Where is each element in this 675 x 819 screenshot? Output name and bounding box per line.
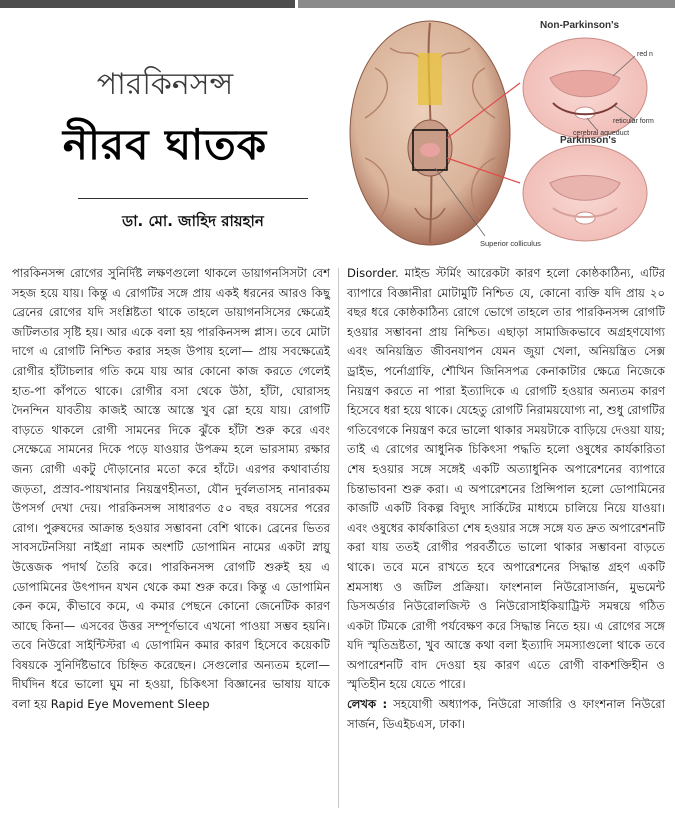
- writer-info: সহযোগী অধ্যাপক, নিউরো সার্জারি ও ফাংশনাল নিউরো সার্জন, ডিএইচএস, ঢাকা।: [347, 697, 666, 731]
- header-divider: [78, 198, 308, 199]
- label-cerebral-aqueduct: cerebral aqueduct: [573, 130, 630, 137]
- article-paragraph: পারকিনসন্স রোগের সুনির্দিষ্ট লক্ষণগুলো থাকলে ডায়াগনসিসটা বেশ সহজ হয়ে যায়। কিন্তু এ রোগটির সঙ্গে প্রায় একই ধরনের আরও কিছু ব্রেনের রোগের যদি সংশ্লিষ্টতা থাকে তাহলে ডায়াগনসিসের ক্ষেত্রেই জটিলতার সৃষ্টি হয়। আর একে বলা হয় পারকিনসন্স প্লাস। তবে মোটা দাগে এ রোগটি নিশ্চিত করার সহজ উপায় হলো— প্রায় সবক্ষেত্রেই রোগীর হাঁটাচলার গতি কমে যায় আর কোনো কাজ করতে গেলেই হাত-পা কাঁপতে থাকে। রোগীর বসা থেকে উঠা, হাঁটা, ঘোরাসহ দৈনন্দিন যাবতীয় কাজই আস্তে আস্তে খুব স্লো হয়ে যায়। রোগটি বাড়তে থাকলে রোগী সামনের দিকে ঝুঁকে হাঁটা শুরু করে এবং সেক্ষেত্রে সামনের দিকে পড়ে যাওয়ার উপক্রম হলে ভারসাম্য রক্ষার জন্য রোগী একটু দৌড়ানোর মতো করে হাঁটে। এরপর কথাবার্তায় জড়তা, প্রস্রাব-পায়খানার নিয়ন্ত্রণহীনতা, যৌন দুর্বলতাসহ নানারকম উপসর্গ দেখা দেয়। পারকিনসন্স সাধারণত ৫০ বছর বয়সের পরের রোগ। পুরুষদের আক্রান্ত হওয়ার সম্ভাবনা বেশি থাকে। ব্রেনের ভিতর সাবসটেনসিয়া নাইগ্রা নামক অংশটি ডোপামিন নামের একটা স্নায়ু উত্তেজক পদার্থ তৈরি করে। পারকিনসন্স রোগটি শুরুই হয় এ ডোপামিনের উৎপাদন যখন থেকে কমা শুরু করে। কিন্তু এ ডোপামিন কেন কমে, কীভাবে কমে, এ কমার পেছনে কোনো জেনেটিক কারণ আছে কিনা— এসবের উত্তর সম্পূর্ণভাবে এখনো পাওয়া সম্ভব হয়নি। তবে নিউরো সাইন্টিস্টরা এ ডোপামিন কমার কারণ হিসেবে কয়েকটি বিষয়কে সুনির্দিষ্টভাবে চিহ্নিত করেছেন। সেগুলোর অন্যতম হলো— দীর্ঘদিন ধরে ভালো ঘুম না হওয়া, চিকিৎসা বিজ্ঞানের ভাষায় যাকে বলা হয় Rapid Eye Movement Sleep: [12, 266, 330, 712]
- article-kicker: পারকিনসন্স: [96, 67, 234, 102]
- brain-base-view: [350, 21, 510, 245]
- writer-label: লেখক :: [347, 697, 388, 712]
- top-rule-right: [298, 0, 675, 8]
- label-superior-colliculus: Superior colliculus: [480, 239, 541, 248]
- label-parkinsons: Parkinson's: [560, 135, 617, 146]
- parkinsons-section: [523, 145, 647, 241]
- article-header: [0, 8, 330, 258]
- label-red-nucleus: red n: [637, 51, 653, 58]
- label-reticular-formation: reticular form: [613, 118, 654, 125]
- article-headline: নীরব ঘাতক: [62, 120, 268, 169]
- column-divider: [338, 268, 339, 808]
- brain-diagram: [335, 8, 675, 258]
- article-column-left: [12, 264, 330, 715]
- article-author: ডা. মো. জাহিদ রায়হান: [122, 212, 264, 230]
- writer-credit: [347, 695, 665, 734]
- article-column-right: [347, 264, 665, 734]
- brain-illustration: [335, 8, 675, 258]
- top-rule-left: [0, 0, 295, 8]
- article-paragraph: Disorder. মাইন্ড স্টর্মিং আরেকটা কারণ হলো কোষ্ঠকাঠিন্য, এটির ব্যাপারে বিজ্ঞানীরা মোটামুটি নিশ্চিত যে, কোনো ব্যক্তি যদি প্রায় ২০ বছর ধরে কোষ্ঠকাঠিন্য রোগে ভোগে তাহলে তার পারকিনসন্স রোগটি হওয়ার সম্ভাবনা প্রায় নিশ্চিত। এছাড়া সামাজিকভাবে অগ্রহণযোগ্য এবং অনিয়ন্ত্রিত জীবনযাপন যেমন জুয়া খেলা, অনিয়ন্ত্রিত সেক্স ড্রাইভ, পর্নোগ্রাফি, শৌখিন জিনিসপত্র কেনাকাটার ক্ষেত্রে নিজেকে নিয়ন্ত্রণ করতে না পারা ইত্যাদিকে এ রোগটি হওয়ার অন্যতম কারণ হিসেবে ধরা হয়ে থাকে। যেহেতু রোগটি নিরাময়যোগ্য না, শুধু রোগটির গতিবেগকে নিয়ন্ত্রণ করে ভালো থাকার সময়টাকে বাড়িয়ে দেওয়া যায়; তাই এ রোগের আধুনিক চিকিৎসা পদ্ধতি হলো ওষুধের কার্যকারিতা শেষ হওয়ার সঙ্গে সঙ্গেই একটি অত্যাধুনিক অপারেশনের ব্যাপারে চিন্তাভাবনা শুরু করা। এ অপারেশনের প্রিন্সিপাল হলো ডোপামিনের কাজটি একটি বিকল্প বিদ্যুৎ সার্কিটের মাধ্যমে চালিয়ে নিয়ে যাওয়া। এবং ওষুধের কার্যকারিতা শেষ হওয়ার সঙ্গে সঙ্গে যত দ্রুত অপারেশনটি করা যায় ততই রোগীর পরবর্তীতে ভালো থাকার সম্ভাবনা বাড়তে থাকে। তবে মনে রাখতে হবে অপারেশনের সিদ্ধান্ত গ্রহণ একটি শ্রমসাধ্য ও জটিল প্রক্রিয়া। ফাংশনাল নিউরোসার্জন, মুভমেন্ট ডিসঅর্ডার নিউরোলজিস্ট ও নিউরোসাইকিয়াট্রিস্ট সমন্বয়ে গঠিত একটা টিমকে রোগী পর্যবেক্ষণ করে সিদ্ধান্ত নিতে হয়। এ রোগের সঙ্গে যদি স্মৃতিভ্রষ্টতা, খুব আস্তে কথা বলা ইত্যাদি সমস্যাগুলো থাকে তবে অপারেশনটি বাদ দেওয়া হয় কারণ এতে রোগী বাকশক্তিহীন ও স্মৃতিহীন হয়ে যেতে পারে।: [347, 266, 665, 692]
- label-non-parkinsons: Non-Parkinson's: [540, 20, 620, 31]
